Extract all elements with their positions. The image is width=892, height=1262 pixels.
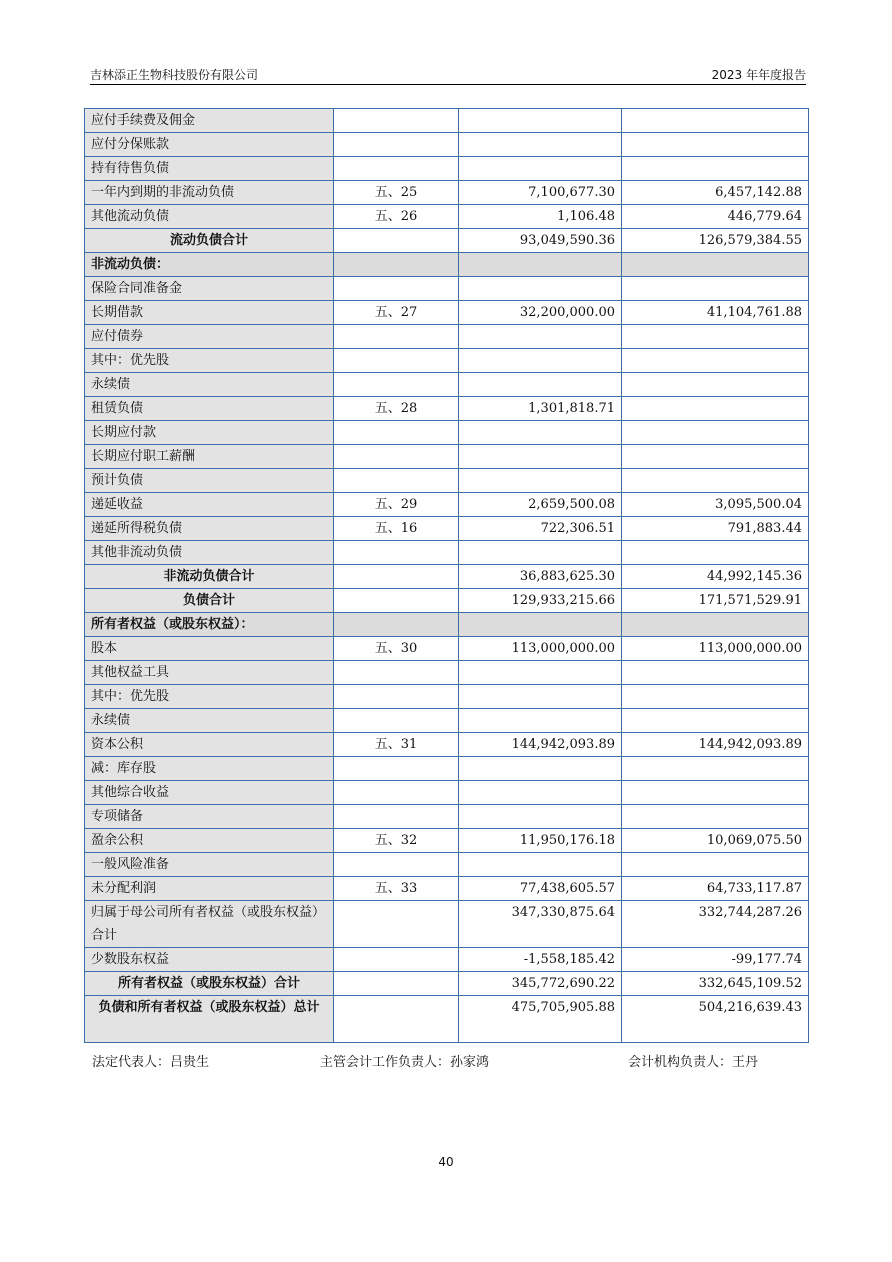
- subtotal-row: [85, 972, 809, 996]
- row-value-current: 2,659,500.08: [459, 493, 622, 517]
- row-value-prior: [622, 253, 809, 277]
- row-value-prior: 144,942,093.89: [622, 733, 809, 757]
- row-value-current: [459, 109, 622, 133]
- row-label: 其中：优先股: [85, 685, 334, 709]
- row-label: 所有者权益（或股东权益）合计: [85, 972, 334, 996]
- table-row: [85, 685, 809, 709]
- row-value-current: [459, 325, 622, 349]
- signature-footer: [92, 1051, 808, 1071]
- row-value-prior: 41,104,761.88: [622, 301, 809, 325]
- row-value-current: -1,558,185.42: [459, 948, 622, 972]
- accounting-head: 主管会计工作负责人：孙家鸿: [320, 1055, 490, 1070]
- report-title: 2023 年年度报告: [711, 68, 806, 82]
- row-note: [334, 589, 459, 613]
- row-value-prior: [622, 661, 809, 685]
- row-label: 长期借款: [85, 301, 334, 325]
- row-note: [334, 948, 459, 972]
- table-row: [85, 948, 809, 972]
- row-value-prior: 171,571,529.91: [622, 589, 809, 613]
- row-note: [334, 853, 459, 877]
- row-value-current: [459, 757, 622, 781]
- table-row: [85, 637, 809, 661]
- row-value-prior: [622, 325, 809, 349]
- row-value-prior: [622, 541, 809, 565]
- row-label: 永续债: [85, 709, 334, 733]
- table-row: [85, 901, 809, 948]
- row-label: 少数股东权益: [85, 948, 334, 972]
- row-note: 五、31: [334, 733, 459, 757]
- row-value-current: [459, 445, 622, 469]
- row-label: 保险合同准备金: [85, 277, 334, 301]
- row-note: 五、33: [334, 877, 459, 901]
- row-value-current: [459, 349, 622, 373]
- row-note: [334, 709, 459, 733]
- table-row: [85, 181, 809, 205]
- table-row: [85, 373, 809, 397]
- row-note: [334, 445, 459, 469]
- row-value-current: [459, 469, 622, 493]
- table-row: [85, 709, 809, 733]
- row-value-prior: 64,733,117.87: [622, 877, 809, 901]
- row-note: 五、30: [334, 637, 459, 661]
- row-label: 归属于母公司所有者权益（或股东权益）合计: [85, 901, 334, 948]
- row-label: 其他权益工具: [85, 661, 334, 685]
- table-row: [85, 349, 809, 373]
- row-note: [334, 253, 459, 277]
- row-note: 五、25: [334, 181, 459, 205]
- row-value-current: 144,942,093.89: [459, 733, 622, 757]
- row-note: [334, 229, 459, 253]
- row-label: 应付手续费及佣金: [85, 109, 334, 133]
- row-value-current: 129,933,215.66: [459, 589, 622, 613]
- row-value-current: [459, 805, 622, 829]
- row-value-prior: 44,992,145.36: [622, 565, 809, 589]
- row-note: 五、26: [334, 205, 459, 229]
- row-value-current: 722,306.51: [459, 517, 622, 541]
- company-name: 吉林添正生物科技股份有限公司: [90, 68, 259, 82]
- row-label: 持有待售负债: [85, 157, 334, 181]
- row-label: 流动负债合计: [85, 229, 334, 253]
- row-value-prior: [622, 709, 809, 733]
- section-label: 所有者权益（或股东权益）：: [85, 613, 334, 637]
- row-value-prior: [622, 613, 809, 637]
- row-value-current: [459, 421, 622, 445]
- row-label: 其中：优先股: [85, 349, 334, 373]
- row-value-prior: [622, 757, 809, 781]
- row-value-current: [459, 541, 622, 565]
- row-note: [334, 277, 459, 301]
- row-note: [334, 661, 459, 685]
- row-label: 未分配利润: [85, 877, 334, 901]
- table-row: [85, 829, 809, 853]
- table-row: [85, 277, 809, 301]
- row-value-prior: 332,744,287.26: [622, 901, 809, 948]
- row-value-prior: [622, 397, 809, 421]
- row-label: 长期应付款: [85, 421, 334, 445]
- row-value-current: [459, 277, 622, 301]
- row-label: 其他流动负债: [85, 205, 334, 229]
- legal-representative: 法定代表人：吕贵生: [92, 1055, 210, 1070]
- subtotal-row: [85, 229, 809, 253]
- row-value-prior: [622, 685, 809, 709]
- row-value-current: 32,200,000.00: [459, 301, 622, 325]
- row-note: [334, 781, 459, 805]
- row-note: [334, 901, 459, 948]
- page-number: 40: [438, 1155, 454, 1169]
- balance-sheet-table: [84, 108, 809, 1043]
- row-value-prior: 113,000,000.00: [622, 637, 809, 661]
- row-value-current: 36,883,625.30: [459, 565, 622, 589]
- row-value-prior: 446,779.64: [622, 205, 809, 229]
- total-row: [85, 996, 809, 1043]
- section-header-row: [85, 253, 809, 277]
- row-value-prior: [622, 157, 809, 181]
- row-label: 负债合计: [85, 589, 334, 613]
- row-value-prior: [622, 133, 809, 157]
- row-value-prior: [622, 373, 809, 397]
- row-label: 递延所得税负债: [85, 517, 334, 541]
- table-row: [85, 205, 809, 229]
- row-note: [334, 685, 459, 709]
- row-value-current: [459, 661, 622, 685]
- row-label: 一般风险准备: [85, 853, 334, 877]
- row-value-prior: 10,069,075.50: [622, 829, 809, 853]
- row-value-prior: [622, 349, 809, 373]
- row-note: 五、16: [334, 517, 459, 541]
- row-value-current: 93,049,590.36: [459, 229, 622, 253]
- row-note: [334, 805, 459, 829]
- row-label: 非流动负债合计: [85, 565, 334, 589]
- row-value-current: 77,438,605.57: [459, 877, 622, 901]
- row-value-current: 475,705,905.88: [459, 996, 622, 1043]
- row-value-prior: [622, 109, 809, 133]
- row-label: 其他综合收益: [85, 781, 334, 805]
- table-row: [85, 133, 809, 157]
- row-value-current: 345,772,690.22: [459, 972, 622, 996]
- table-row: [85, 397, 809, 421]
- row-label: 应付债券: [85, 325, 334, 349]
- row-value-current: [459, 613, 622, 637]
- page-header: [90, 64, 806, 85]
- row-value-current: 1,301,818.71: [459, 397, 622, 421]
- row-note: [334, 373, 459, 397]
- row-note: [334, 996, 459, 1043]
- row-value-current: [459, 373, 622, 397]
- row-value-current: [459, 157, 622, 181]
- accounting-agency-head: 会计机构负责人：王丹: [628, 1055, 759, 1070]
- table-row: [85, 877, 809, 901]
- table-row: [85, 325, 809, 349]
- row-value-current: [459, 133, 622, 157]
- row-value-current: 347,330,875.64: [459, 901, 622, 948]
- table-row: [85, 445, 809, 469]
- row-value-prior: 332,645,109.52: [622, 972, 809, 996]
- row-label: 减：库存股: [85, 757, 334, 781]
- row-label: 负债和所有者权益（或股东权益）总计: [85, 996, 334, 1043]
- row-value-prior: [622, 277, 809, 301]
- row-value-prior: [622, 445, 809, 469]
- row-label: 应付分保账款: [85, 133, 334, 157]
- row-value-prior: 504,216,639.43: [622, 996, 809, 1043]
- row-label: 递延收益: [85, 493, 334, 517]
- row-note: 五、29: [334, 493, 459, 517]
- row-value-current: 113,000,000.00: [459, 637, 622, 661]
- row-value-prior: 6,457,142.88: [622, 181, 809, 205]
- table-row: [85, 157, 809, 181]
- row-value-prior: [622, 469, 809, 493]
- row-note: [334, 421, 459, 445]
- row-value-current: [459, 853, 622, 877]
- row-label: 其他非流动负债: [85, 541, 334, 565]
- row-label: 专项储备: [85, 805, 334, 829]
- row-label: 预计负债: [85, 469, 334, 493]
- row-value-prior: 3,095,500.04: [622, 493, 809, 517]
- row-value-prior: 126,579,384.55: [622, 229, 809, 253]
- subtotal-row: [85, 589, 809, 613]
- row-note: 五、32: [334, 829, 459, 853]
- row-label: 永续债: [85, 373, 334, 397]
- row-note: [334, 972, 459, 996]
- row-value-current: [459, 709, 622, 733]
- subtotal-row: [85, 565, 809, 589]
- row-label: 盈余公积: [85, 829, 334, 853]
- row-value-current: [459, 685, 622, 709]
- row-note: [334, 109, 459, 133]
- row-note: [334, 157, 459, 181]
- table-row: [85, 469, 809, 493]
- row-value-current: 7,100,677.30: [459, 181, 622, 205]
- table-row: [85, 733, 809, 757]
- row-value-current: [459, 781, 622, 805]
- row-note: [334, 613, 459, 637]
- row-note: [334, 541, 459, 565]
- table-row: [85, 805, 809, 829]
- row-value-prior: [622, 421, 809, 445]
- row-value-current: 11,950,176.18: [459, 829, 622, 853]
- row-label: 一年内到期的非流动负债: [85, 181, 334, 205]
- row-label: 资本公积: [85, 733, 334, 757]
- row-note: [334, 349, 459, 373]
- table-row: [85, 661, 809, 685]
- row-note: [334, 757, 459, 781]
- row-label: 股本: [85, 637, 334, 661]
- row-value-prior: 791,883.44: [622, 517, 809, 541]
- row-note: 五、27: [334, 301, 459, 325]
- table-row: [85, 757, 809, 781]
- row-note: [334, 469, 459, 493]
- section-label: 非流动负债：: [85, 253, 334, 277]
- table-row: [85, 493, 809, 517]
- row-value-current: [459, 253, 622, 277]
- row-note: 五、28: [334, 397, 459, 421]
- row-value-prior: [622, 805, 809, 829]
- row-label: 长期应付职工薪酬: [85, 445, 334, 469]
- row-value-current: 1,106.48: [459, 205, 622, 229]
- table-row: [85, 541, 809, 565]
- table-row: [85, 421, 809, 445]
- row-value-prior: -99,177.74: [622, 948, 809, 972]
- section-header-row: [85, 613, 809, 637]
- table-row: [85, 301, 809, 325]
- table-row: [85, 853, 809, 877]
- table-row: [85, 109, 809, 133]
- row-value-prior: [622, 853, 809, 877]
- row-label: 租赁负债: [85, 397, 334, 421]
- table-row: [85, 781, 809, 805]
- table-row: [85, 517, 809, 541]
- row-note: [334, 565, 459, 589]
- row-note: [334, 133, 459, 157]
- row-note: [334, 325, 459, 349]
- row-value-prior: [622, 781, 809, 805]
